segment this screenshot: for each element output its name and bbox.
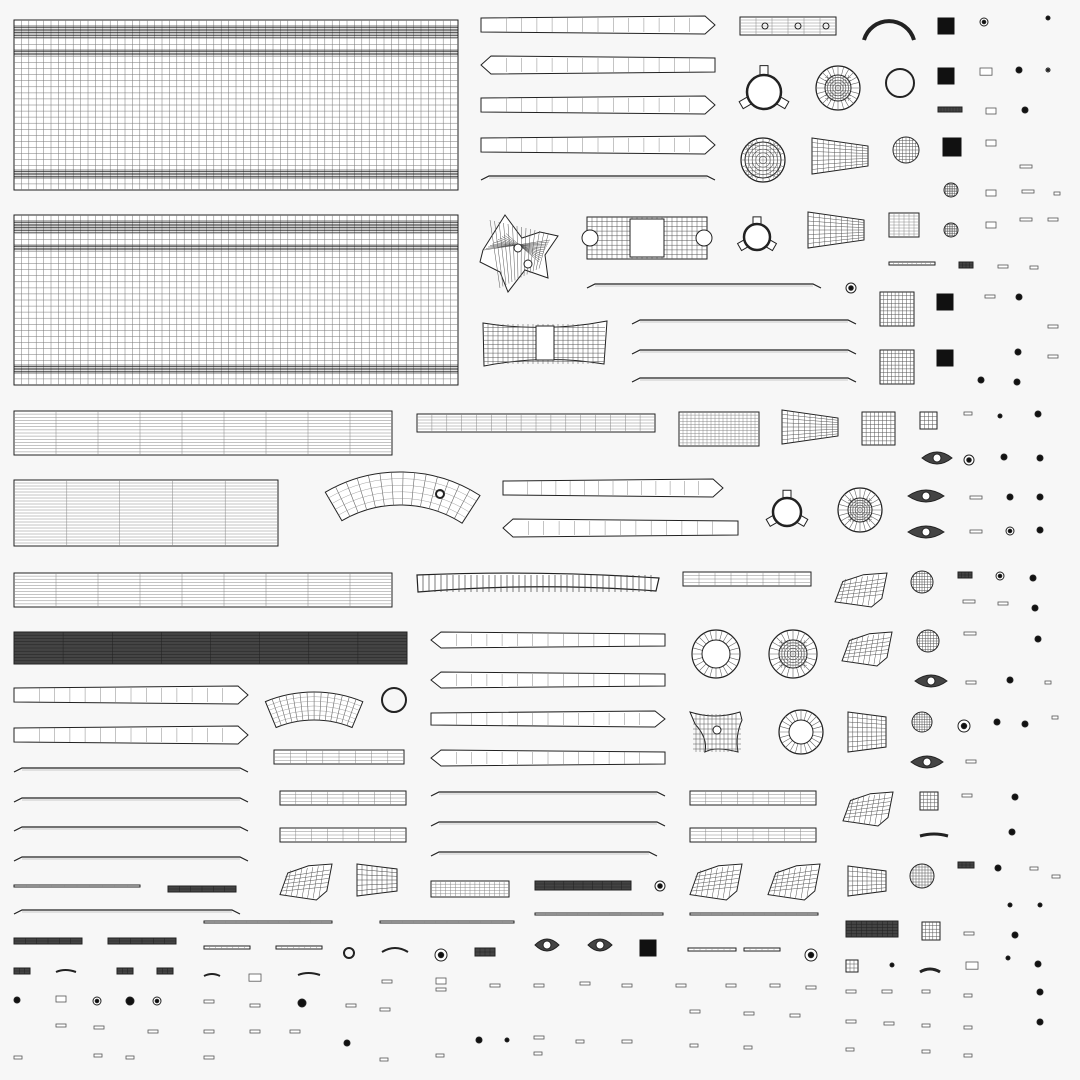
uv-shell bbox=[580, 982, 590, 985]
uv-shell bbox=[740, 17, 836, 35]
uv-shell bbox=[325, 472, 480, 523]
uv-shell bbox=[962, 794, 972, 797]
uv-shell bbox=[250, 1030, 260, 1033]
uv-shell bbox=[986, 140, 996, 146]
circle-shell bbox=[1032, 605, 1038, 611]
circle-shell bbox=[1035, 636, 1041, 642]
circle-shell bbox=[476, 1037, 482, 1043]
circle-shell bbox=[692, 630, 740, 678]
uv-shell bbox=[481, 176, 715, 180]
uv-shell bbox=[632, 350, 856, 354]
uv-shell bbox=[535, 939, 559, 951]
uv-shell bbox=[862, 412, 895, 445]
uv-shell bbox=[922, 452, 952, 464]
uv-shell bbox=[14, 480, 278, 546]
uv-shell bbox=[690, 828, 816, 842]
uv-shell bbox=[806, 986, 816, 989]
circle-shell bbox=[1037, 527, 1043, 533]
circle-shell bbox=[890, 963, 894, 967]
uv-shell bbox=[880, 292, 914, 326]
circle-shell bbox=[996, 572, 1004, 580]
circle-shell bbox=[912, 712, 932, 732]
uv-shell bbox=[117, 968, 133, 974]
uv-shell bbox=[882, 990, 892, 993]
circle-shell bbox=[994, 719, 1000, 725]
circle-shell bbox=[911, 571, 933, 593]
uv-shell bbox=[920, 969, 940, 972]
circle-shell bbox=[1037, 989, 1043, 995]
circle-shell bbox=[1035, 411, 1041, 417]
uv-shell bbox=[812, 138, 868, 174]
uv-shell bbox=[14, 20, 458, 190]
uv-shell bbox=[481, 96, 715, 114]
circle-shell bbox=[1022, 107, 1028, 113]
uv-shell bbox=[431, 852, 657, 856]
uv-shell bbox=[382, 980, 392, 983]
uv-shell bbox=[503, 519, 738, 537]
gear-shell bbox=[738, 217, 777, 251]
uv-shell bbox=[688, 948, 736, 951]
uv-shell bbox=[534, 1052, 542, 1055]
uv-shell bbox=[920, 792, 938, 810]
uv-shell bbox=[1020, 165, 1032, 168]
circle-shell bbox=[1016, 67, 1022, 73]
uv-shell bbox=[880, 350, 914, 384]
uv-shell bbox=[998, 265, 1008, 268]
uv-shell bbox=[1048, 325, 1058, 328]
circle-shell bbox=[382, 688, 406, 712]
uv-shell bbox=[846, 1020, 856, 1023]
uv-shell bbox=[790, 1014, 800, 1017]
uv-shell bbox=[14, 632, 407, 664]
uv-shell bbox=[846, 960, 858, 972]
uv-shell bbox=[744, 1012, 754, 1015]
uv-shell bbox=[56, 1024, 66, 1027]
circle-shell bbox=[893, 137, 919, 163]
circle-shell bbox=[14, 997, 20, 1003]
uv-shell bbox=[204, 974, 220, 976]
uv-shell bbox=[690, 791, 816, 805]
uv-shell bbox=[726, 984, 736, 987]
uv-shell bbox=[1048, 355, 1058, 358]
circle-shell bbox=[917, 630, 939, 652]
uv-shell bbox=[431, 822, 665, 826]
circle-shell bbox=[1006, 956, 1010, 960]
circle-shell bbox=[910, 864, 934, 888]
circle-shell bbox=[944, 183, 958, 197]
uv-shell bbox=[937, 294, 953, 310]
uv-shell bbox=[431, 792, 665, 796]
uv-shell bbox=[768, 864, 820, 900]
uv-shell bbox=[966, 760, 976, 763]
uv-shell bbox=[250, 1004, 260, 1007]
uv-shell bbox=[744, 948, 780, 951]
uv-shell bbox=[986, 190, 996, 196]
uv-shell bbox=[14, 968, 30, 974]
uv-shell bbox=[576, 1040, 584, 1043]
uv-shell bbox=[920, 834, 948, 836]
uv-shell bbox=[922, 990, 930, 993]
uv-shell bbox=[481, 136, 715, 154]
uv-shell bbox=[846, 921, 898, 937]
circle-shell bbox=[838, 488, 882, 532]
uv-shell bbox=[280, 791, 406, 805]
circle-shell bbox=[1016, 294, 1022, 300]
circle-shell bbox=[1030, 575, 1036, 581]
star-shell bbox=[690, 712, 742, 752]
circle-shell bbox=[505, 1038, 509, 1042]
uv-shell bbox=[1052, 716, 1058, 719]
uv-shell bbox=[922, 1024, 930, 1027]
uv-shell bbox=[889, 213, 919, 237]
circle-shell bbox=[298, 999, 306, 1007]
uv-shell bbox=[126, 1056, 134, 1059]
uv-shell bbox=[535, 881, 631, 890]
uv-shell bbox=[56, 970, 76, 972]
uv-shell bbox=[1030, 266, 1038, 269]
uv-shell bbox=[679, 412, 759, 446]
circle-shell bbox=[846, 283, 856, 293]
circle-shell bbox=[1046, 16, 1050, 20]
circle-shell bbox=[805, 949, 817, 961]
uv-shell bbox=[966, 962, 978, 969]
uv-shell bbox=[483, 321, 607, 366]
circle-shell bbox=[1007, 494, 1013, 500]
circle-shell bbox=[964, 455, 974, 465]
uv-shell bbox=[640, 940, 656, 956]
uv-shell bbox=[204, 1030, 214, 1033]
uv-shell bbox=[970, 530, 982, 533]
uv-shell bbox=[690, 1044, 698, 1047]
gear-shell bbox=[739, 66, 789, 109]
uv-shell bbox=[108, 938, 176, 944]
uv-shell bbox=[14, 827, 248, 831]
circle-shell bbox=[1037, 455, 1043, 461]
uv-shell bbox=[534, 1036, 544, 1039]
circle-shell bbox=[1001, 454, 1007, 460]
uv-shell bbox=[436, 988, 446, 991]
uv-shell bbox=[937, 350, 953, 366]
circle-shell bbox=[1035, 961, 1041, 967]
uv-shell bbox=[436, 978, 446, 984]
uv-shell bbox=[1054, 192, 1060, 195]
uv-shell bbox=[632, 320, 856, 324]
uv-shell bbox=[276, 946, 322, 949]
uv-shell bbox=[964, 1026, 972, 1029]
uv-shell bbox=[14, 938, 82, 944]
uv-shell bbox=[938, 68, 954, 84]
uv-shell bbox=[431, 632, 665, 648]
uv-shell bbox=[249, 974, 261, 981]
uv-shell bbox=[964, 1054, 972, 1057]
uv-shell bbox=[357, 864, 397, 896]
circle-shell bbox=[1046, 68, 1050, 72]
uv-shell bbox=[963, 600, 975, 603]
uv-shell bbox=[986, 108, 996, 114]
uv-shell bbox=[848, 712, 886, 752]
circle-shell bbox=[93, 997, 101, 1005]
uv-shell bbox=[1020, 218, 1032, 221]
uv-shell bbox=[346, 1004, 356, 1007]
gear-shell bbox=[766, 490, 808, 526]
circle-shell bbox=[886, 69, 914, 97]
uv-shell bbox=[958, 572, 972, 578]
uv-shell bbox=[964, 412, 972, 415]
uv-shell bbox=[380, 1008, 390, 1011]
circle-shell bbox=[344, 1040, 350, 1046]
uv-shell bbox=[622, 1040, 632, 1043]
uv-shell bbox=[770, 984, 780, 987]
uv-shell bbox=[959, 262, 973, 268]
uv-shell bbox=[14, 885, 140, 887]
circle-shell bbox=[153, 997, 161, 1005]
uv-shell bbox=[970, 496, 982, 499]
uv-shell bbox=[922, 1050, 930, 1053]
uv-shell bbox=[908, 490, 944, 502]
circle-shell bbox=[779, 710, 823, 754]
uv-shell bbox=[380, 921, 514, 923]
circle-shell bbox=[344, 948, 354, 958]
uv-shell bbox=[964, 932, 974, 935]
uv-shell bbox=[1052, 875, 1060, 878]
circle-shell bbox=[655, 881, 665, 891]
uv-shell bbox=[204, 1000, 214, 1003]
uv-shell bbox=[964, 632, 976, 635]
uv-shell bbox=[985, 295, 995, 298]
uv-shell bbox=[938, 18, 954, 34]
circle-shell bbox=[980, 18, 988, 26]
uv-shell bbox=[14, 573, 392, 607]
circle-shell bbox=[1037, 494, 1043, 500]
circle-shell bbox=[1012, 794, 1018, 800]
circle-shell bbox=[1008, 903, 1012, 907]
uv-shell bbox=[690, 864, 742, 900]
uv-shell bbox=[14, 686, 248, 704]
uv-shell bbox=[204, 1056, 214, 1059]
uv-shell bbox=[535, 913, 663, 915]
uv-shell bbox=[475, 948, 495, 956]
circle-shell bbox=[998, 414, 1002, 418]
uv-shell bbox=[1048, 218, 1058, 221]
uv-shell bbox=[431, 711, 665, 727]
circle-shell bbox=[1022, 721, 1028, 727]
uv-shell bbox=[503, 479, 723, 497]
uv-shell bbox=[431, 750, 665, 766]
uv-shell bbox=[14, 768, 248, 772]
uv-shell bbox=[204, 946, 250, 949]
uv-shell bbox=[280, 828, 406, 842]
uv-shell bbox=[380, 1058, 388, 1061]
uv-shell bbox=[622, 984, 632, 987]
star-shell bbox=[480, 215, 558, 292]
uv-shell bbox=[986, 222, 996, 228]
uv-shell bbox=[690, 913, 818, 915]
uv-shell bbox=[588, 939, 612, 951]
uv-shell bbox=[204, 921, 332, 923]
circle-shell bbox=[1012, 932, 1018, 938]
uv-shell bbox=[964, 994, 972, 997]
uv-shell bbox=[683, 572, 811, 586]
circle-shell bbox=[1006, 527, 1014, 535]
uv-shell bbox=[280, 864, 332, 900]
uv-shell bbox=[908, 526, 944, 538]
circle-shell bbox=[1009, 829, 1015, 835]
uv-shell bbox=[582, 217, 712, 259]
circle-shell bbox=[816, 66, 860, 110]
circle-shell bbox=[1037, 1019, 1043, 1025]
uv-shell bbox=[274, 750, 404, 764]
circle-shell bbox=[769, 630, 817, 678]
circle-shell bbox=[126, 997, 134, 1005]
uv-shell bbox=[148, 1030, 158, 1033]
uv-shell bbox=[534, 984, 544, 987]
circle-shell bbox=[1038, 903, 1042, 907]
uv-shell bbox=[587, 284, 821, 288]
uv-shell bbox=[958, 862, 974, 868]
circle-shell bbox=[995, 865, 1001, 871]
uv-shell bbox=[835, 573, 887, 607]
uv-shell bbox=[690, 1010, 700, 1013]
uv-shell bbox=[417, 414, 655, 432]
uv-shell bbox=[843, 792, 893, 826]
uv-shell bbox=[744, 1046, 752, 1049]
uv-shell bbox=[436, 1054, 444, 1057]
circle-shell bbox=[1015, 349, 1021, 355]
uv-shell bbox=[168, 886, 236, 892]
uv-shell bbox=[431, 881, 509, 897]
uv-shell bbox=[842, 632, 892, 666]
uv-shell bbox=[490, 984, 500, 987]
uv-shell bbox=[676, 984, 686, 987]
uv-shell bbox=[14, 411, 392, 455]
circle-shell bbox=[958, 720, 970, 732]
uv-shell bbox=[14, 215, 458, 385]
uv-shell bbox=[382, 948, 408, 952]
uv-shell bbox=[14, 726, 248, 744]
uv-shell bbox=[94, 1026, 104, 1029]
uv-shell bbox=[915, 675, 947, 687]
circle-shell bbox=[741, 138, 785, 182]
uv-shell bbox=[290, 1030, 300, 1033]
uv-shell bbox=[846, 1048, 854, 1051]
uv-shell bbox=[14, 910, 240, 914]
circle-shell bbox=[1014, 379, 1020, 385]
uv-shell bbox=[911, 756, 943, 768]
uv-shell bbox=[920, 412, 937, 429]
uv-shell bbox=[938, 107, 962, 112]
uv-shell bbox=[94, 1054, 102, 1057]
circle-shell bbox=[1007, 677, 1013, 683]
uv-shell bbox=[431, 672, 665, 688]
uv-shell bbox=[782, 410, 838, 444]
uv-shell bbox=[481, 56, 715, 74]
uv-shell bbox=[417, 573, 659, 592]
uv-shell bbox=[846, 990, 856, 993]
uv-shell bbox=[980, 68, 992, 75]
uv-shell bbox=[632, 378, 856, 382]
uv-shell bbox=[848, 866, 886, 896]
uv-shell bbox=[864, 21, 914, 40]
uv-shell bbox=[943, 138, 961, 156]
uv-shell bbox=[922, 922, 940, 940]
uv-shell bbox=[481, 16, 715, 34]
uv-shell bbox=[1022, 190, 1034, 193]
uv-shell bbox=[14, 857, 248, 861]
uv-shell bbox=[1045, 681, 1051, 684]
circle-shell bbox=[435, 949, 447, 961]
uv-shell bbox=[884, 1022, 894, 1025]
circle-shell bbox=[944, 223, 958, 237]
uv-shell bbox=[56, 996, 66, 1002]
uv-shell bbox=[889, 262, 935, 265]
uv-shell bbox=[808, 212, 864, 248]
uv-shell bbox=[265, 692, 362, 728]
uv-shell bbox=[966, 681, 976, 684]
uv-shell bbox=[998, 602, 1008, 605]
uv-shell bbox=[1030, 867, 1038, 870]
uv-shell bbox=[14, 1056, 22, 1059]
uv-shell bbox=[298, 973, 320, 975]
uv-shell bbox=[14, 798, 248, 802]
uv-shell bbox=[157, 968, 173, 974]
circle-shell bbox=[978, 377, 984, 383]
